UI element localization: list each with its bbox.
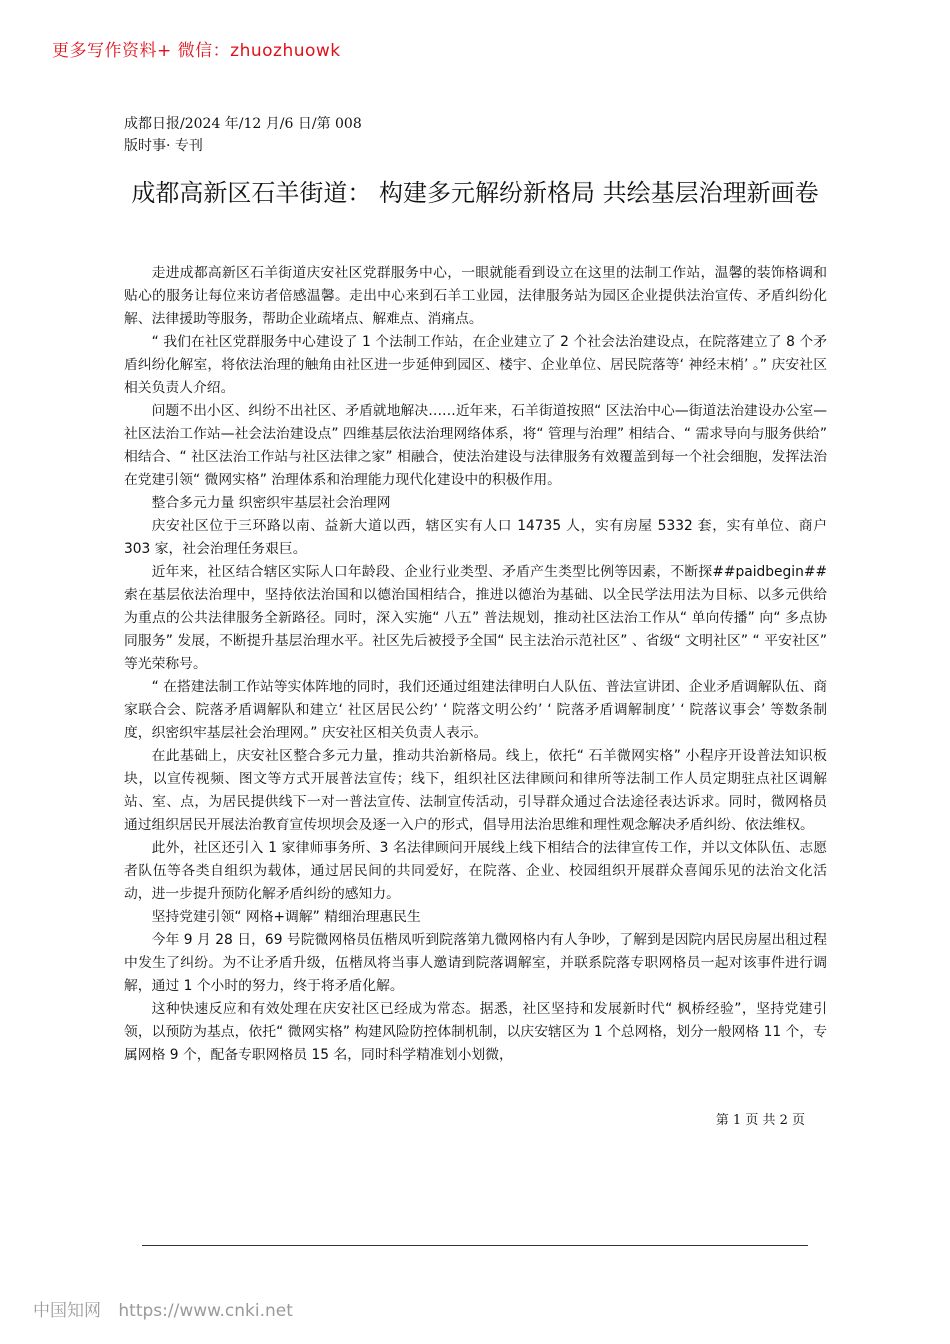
article-title: 成都高新区石羊街道： 构建多元解纷新格局 共绘基层治理新画卷 bbox=[131, 179, 819, 207]
paragraph: 庆安社区位于三环路以南、益新大道以西，辖区实有人口 14735 人，实有房屋 5332 套，实有单位、商户 303 家，社会治理任务艰巨。 bbox=[124, 518, 827, 557]
section-heading: 整合多元力量 织密织牢基层社会治理网 bbox=[151, 495, 391, 511]
section-heading: 坚持党建引领“ 网格+调解” 精细治理惠民生 bbox=[151, 909, 421, 925]
paragraph: 问题不出小区、纠纷不出社区、矛盾就地解决……近年来，石羊街道按照“ 区法治中心—街道法治建设办公室—社区法治工作站—社会法治建设点” 四维基层依法治理网络体系，将“ 管理与治理” 相结合、“ 需求导向与服务供给” 相结合、“ 社区法治工作站与社区法律之家” 相融合，使法治建设与法律服务有效覆盖到每一个社会细胞，发挥法治在党建引领“ 微网实格” 治理体系和治理能力现代化建设中的积极作用。 bbox=[124, 403, 827, 488]
paragraph: “ 在搭建法制工作站等实体阵地的同时，我们还通过组建法律明白人队伍、普法宣讲团、企业矛盾调解队伍、商家联合会、院落矛盾调解队和建立‘ 社区居民公约’ ‘ 院落文明公约’ ‘ 院落矛盾调解制度’ ‘ 院落议事会’ 等数条制度，织密织牢基层社会治理网。” 庆安社区相关负责人表示。 bbox=[124, 679, 827, 741]
article-body bbox=[124, 262, 827, 1067]
promo-banner: 更多写作资料+ 微信：zhuozhuowk bbox=[52, 41, 341, 61]
paragraph: 此外，社区还引入 1 家律师事务所、3 名法律顾问开展线上线下相结合的法律宣传工作，并以文体队伍、志愿者队伍等各类自组织为载体，通过居民间的共同爱好，在院落、企业、校园组织开展群众喜闻乐见的法治文化活动，进一步提升预防化解矛盾纠纷的感知力。 bbox=[124, 840, 827, 902]
paragraph: 今年 9 月 28 日，69 号院微网格员伍楷凤听到院落第九微网格内有人争吵，了解到是因院内居民房屋出租过程中发生了纠纷。为不让矛盾升级，伍楷凤将当事人邀请到院落调解室，并联系院落专职网格员一起对该事件进行调解，通过 1 个小时的努力，终于将矛盾化解。 bbox=[124, 932, 827, 994]
publication-meta bbox=[124, 113, 362, 157]
paragraph: 在此基础上，庆安社区整合多元力量，推动共治新格局。线上，依托“ 石羊微网实格” 小程序开设普法知识板块，以宣传视频、图文等方式开展普法宣传；线下，组织社区法律顾问和律所等法制工作人员定期驻点社区调解站、室、点，为居民提供线下一对一普法宣传、法制宣传活动，引导群众通过合法途径表达诉求。同时，微网格员通过组织居民开展法治教育宣传坝坝会及逐一入户的形式，倡导用法治思维和理性观念解决矛盾纠纷、依法维权。 bbox=[124, 748, 827, 833]
page-number: 第 1 页 共 2 页 bbox=[715, 1113, 805, 1128]
paragraph: 这种快速反应和有效处理在庆安社区已经成为常态。据悉，社区坚持和发展新时代“ 枫桥经验”，坚持党建引领，以预防为基点，依托“ 微网实格” 构建风险防控体制机制，以庆安辖区为 1 个总网格，划分一般网格 11 个，专属网格 9 个，配备专职网格员 15 名，同时科学精准划小划微， bbox=[124, 1001, 827, 1063]
watermark-url: https://www.cnki.net bbox=[118, 1301, 293, 1321]
publication-meta-line2: 版时事· 专刊 bbox=[124, 138, 203, 154]
watermark bbox=[33, 1296, 293, 1321]
paragraph: 近年来，社区结合辖区实际人口年龄段、企业行业类型、矛盾产生类型比例等因素，不断探##paidbegin##索在基层依法治理中，坚持依法治国和以德治国相结合，推进以德治为基础、以全民学法用法为目标、以多元供给为重点的公共法律服务全新路径。同时，深入实施“ 八五” 普法规划，推动社区法治工作从“ 单向传播” 向“ 多点协同服务” 发展，不断提升基层治理水平。社区先后被授予全国“ 民主法治示范社区” 、省级“ 文明社区” “ 平安社区” 等光荣称号。 bbox=[124, 564, 827, 672]
watermark-brand: 中国知网 bbox=[33, 1301, 101, 1321]
paragraph: “ 我们在社区党群服务中心建设了 1 个法制工作站，在企业建立了 2 个社会法治建设点，在院落建立了 8 个矛盾纠纷化解室，将依法治理的触角由社区进一步延伸到园区、楼宇、企业单位、居民院落等‘ 神经末梢’ 。” 庆安社区相关负责人介绍。 bbox=[124, 334, 827, 396]
publication-meta-line1: 成都日报/2024 年/12 月/6 日/第 008 bbox=[124, 116, 362, 132]
paragraph: 走进成都高新区石羊街道庆安社区党群服务中心，一眼就能看到设立在这里的法制工作站，温馨的装饰格调和贴心的服务让每位来访者倍感温馨。走出中心来到石羊工业园，法律服务站为园区企业提供法治宣传、矛盾纠纷化解、法律援助等服务，帮助企业疏堵点、解难点、消痛点。 bbox=[124, 265, 827, 327]
footer-divider bbox=[142, 1245, 808, 1246]
